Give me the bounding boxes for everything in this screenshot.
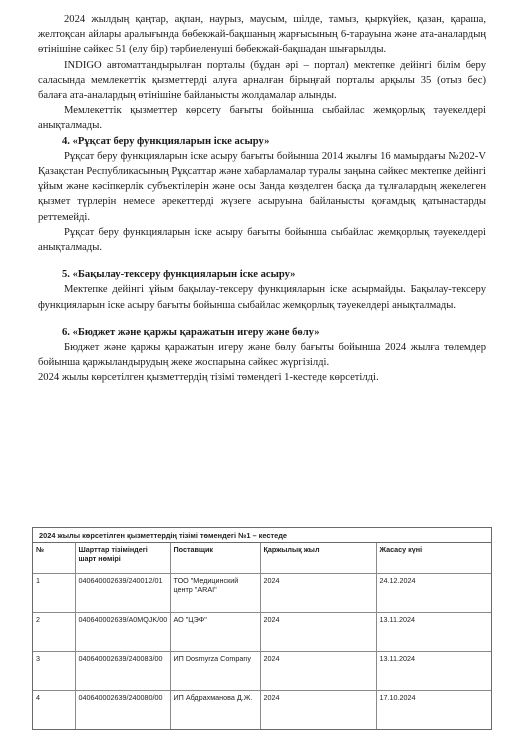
cell-fiscal-year: 2024 [260, 652, 376, 691]
cell-fiscal-year: 2024 [260, 574, 376, 613]
paragraph-state-services-risks: Мемлекеттік қызметтер көрсету бағыты бойынша сыбайлас жемқорлық тәуекелдері анықталмады. [38, 105, 486, 132]
cell-conclusion-date: 13.11.2024 [376, 652, 491, 691]
cell-supplier: ТОО "Медицинский центр "ARAI" [170, 574, 260, 613]
cell-number: 4 [33, 691, 75, 730]
table-row [33, 613, 491, 652]
cell-contract-number: 040640002639/240083/00 [75, 652, 170, 691]
section-heading-6: 6. «Бюджет және қаржы қаражатын игеру және бөлу» [62, 326, 320, 338]
cell-contract-number: 040640002639/240080/00 [75, 691, 170, 730]
services-table [32, 527, 492, 730]
cell-supplier: ИП Абдрахманова Д.Ж. [170, 691, 260, 730]
paragraph-indigo-portal: INDIGO автоматтандырылған порталы (бұдан әрі – портал) мектепке дейінгі білім беру саласында мемлекеттік қызметтерді алуға арналған бірыңғай порталы арқылы 35 (отыз бес) балаға ата-аналардың өтінішіне байланысты жолдамалар алынды. [38, 59, 486, 102]
cell-conclusion-date: 13.11.2024 [376, 613, 491, 652]
cell-fiscal-year: 2024 [260, 691, 376, 730]
cell-contract-number: 040640002639/A0MQJK/00 [75, 613, 170, 652]
cell-number: 1 [33, 574, 75, 613]
cell-fiscal-year: 2024 [260, 613, 376, 652]
section-heading-5: 5. «Бақылау-тексеру функцияларын іске асыру» [62, 269, 296, 281]
section-heading-4: 4. «Рұқсат беру функцияларын іске асыру» [62, 135, 270, 147]
paragraph-permits-law: Рұқсат беру функцияларын іске асыру бағыты бойынша 2014 жылғы 16 мамырдағы №202-V Қазақстан Республикасының Рұқсаттар және хабарламалар туралы заңына сәйкес мектепке дейінгі ұйым және кәсіпкерлік субъектілерін және осы Занда көзделген басқа да тұлғалардың жекелеген қызмет түрлерін немесе әрекеттерді жүзеге асыруына байланысты қоғамдық қатынастарды реттемейді. [38, 150, 486, 223]
table-row [33, 691, 491, 730]
cell-contract-number: 040640002639/240012/01 [75, 574, 170, 613]
paragraph-permits-risks: Рұқсат беру функцияларын іске асыру бағыты бойынша сыбайлас жемқорлық тәуекелдері анықталмады. [38, 226, 486, 254]
header-supplier: Поставщик [170, 543, 260, 574]
cell-number: 2 [33, 613, 75, 652]
paragraph-expelled-children: 2024 жылдың қаңтар, ақпан, наурыз, маусым, шілде, тамыз, қыркүйек, қазан, қараша, желтоқсан айлары аралығында бөбекжай-бақшаның жарғысының 6-тарауына және ата-аналардың өтінішіне сәйкес 51 (елу бір) тәрбиеленуші бөбекжай-бақшадан шығарылды. [38, 14, 486, 56]
paragraph-control-functions: Мектепке дейінгі ұйым бақылау-тексеру функцияларын іске асырмайды. Бақылау-тексеру функцияларын іске асыру бағыты бойынша сыбайлас жемқорлық тәуекелдері анықталмады. [38, 284, 486, 311]
table-row [33, 652, 491, 691]
header-number: № [33, 543, 75, 574]
header-contract-number: Шарттар тізіміндегі шарт нөмірі [75, 543, 170, 574]
paragraph-budget: Бюджет және қаржы қаражатын игеру және бөлу бағыты бойынша 2024 жылға төлемдер бойынша қаржыландырудың жеке жоспарына сәйкес жүргізілді. [38, 342, 486, 369]
cell-supplier: ИП Dosmyrza Company [170, 652, 260, 691]
cell-supplier: АО "ЦЭФ" [170, 613, 260, 652]
table-caption: 2024 жылы көрсетілген қызметтердің тізімі төмендегі №1 – кестеде [33, 528, 491, 543]
cell-conclusion-date: 17.10.2024 [376, 691, 491, 730]
table-row [33, 574, 491, 613]
cell-number: 3 [33, 652, 75, 691]
header-fiscal-year: Қаржылық жыл [260, 543, 376, 574]
header-conclusion-date: Жасасу күні [376, 543, 491, 574]
document-body [38, 12, 486, 386]
table-header-row [33, 543, 491, 574]
paragraph-table-intro: 2024 жылы көрсетілген қызметтердің тізімі төмендегі 1-кестеде көрсетілді. [38, 372, 379, 384]
cell-conclusion-date: 24.12.2024 [376, 574, 491, 613]
